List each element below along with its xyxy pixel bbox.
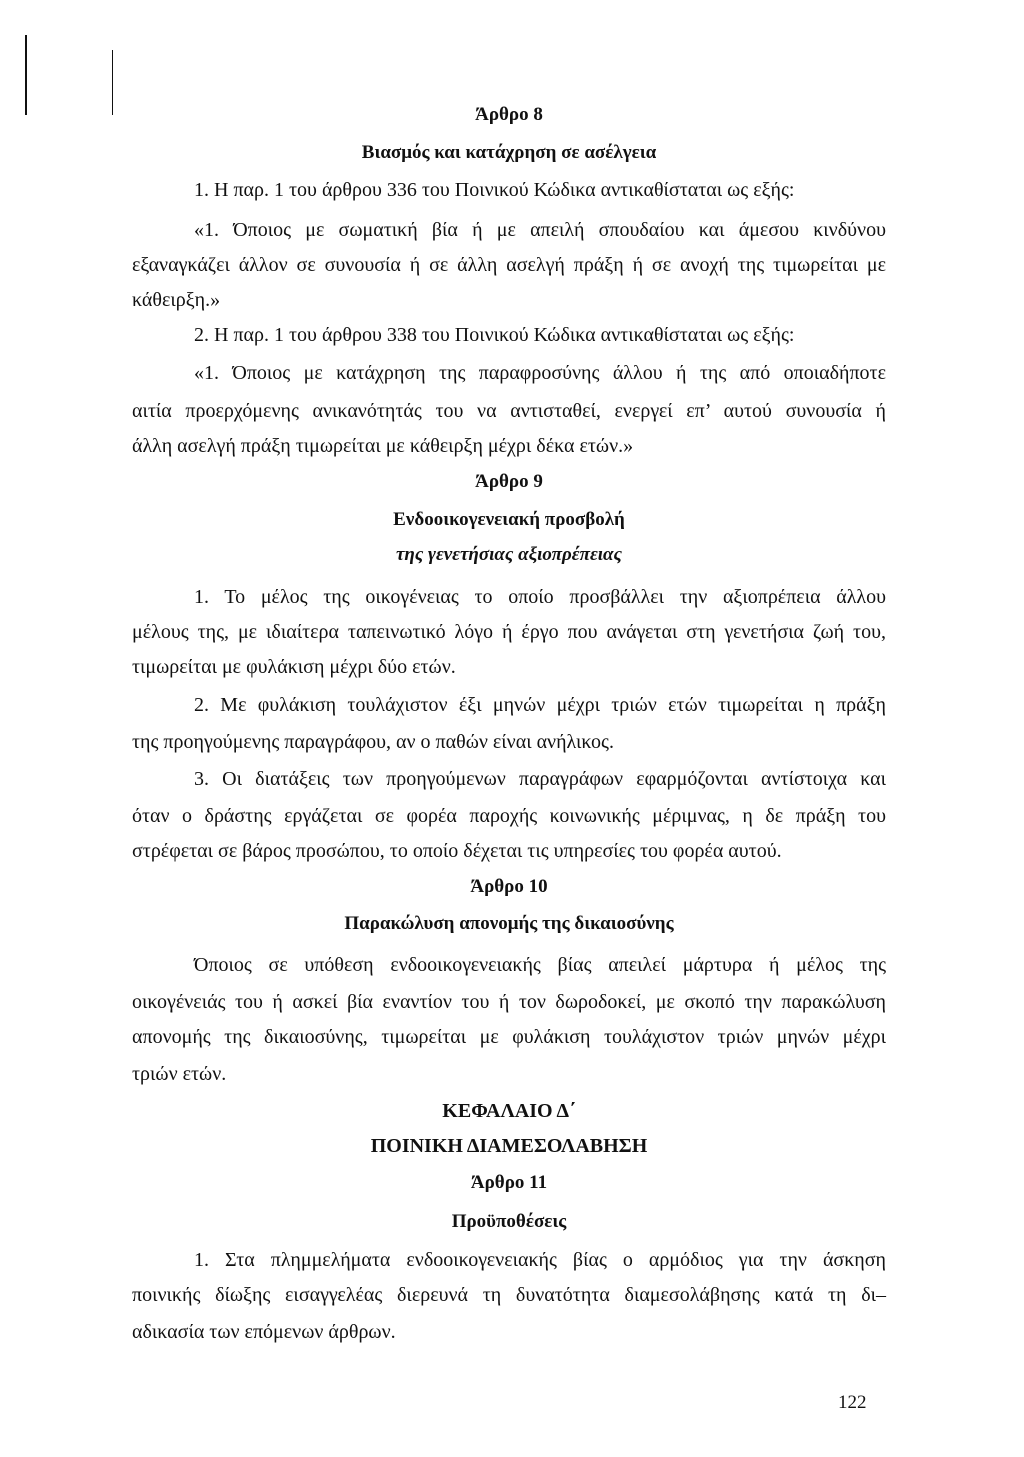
paragraph-line: κάθειρξη.» (132, 289, 221, 311)
scan-edge-mark (25, 35, 27, 115)
paragraph-line: όταν ο δράστης εργάζεται σε φορέα παροχής κοινωνικής μέριμνας, η δε πράξη του (132, 805, 886, 827)
paragraph-line: της προηγούμενης παραγράφου, αν ο παθών είναι ανήλικος. (132, 731, 614, 753)
paragraph-line: 2. Η παρ. 1 του άρθρου 338 του Ποινικού Κώδικα αντικαθίσταται ως εξής: (194, 324, 795, 346)
paragraph-line: άλλη ασελγή πράξη τιμωρείται με κάθειρξη μέχρι δέκα ετών.» (132, 435, 634, 457)
article-11-heading: Άρθρο 11 (470, 1172, 548, 1193)
paragraph-line: Όποιος σε υπόθεση ενδοοικογενειακής βίας απειλεί μάρτυρα ή μέλος της (194, 954, 886, 976)
article-11-title: Προϋποθέσεις (451, 1211, 567, 1232)
article-9-heading: Άρθρο 9 (475, 471, 543, 492)
chapter-label: ΚΕΦΑΛΑΙΟ Δ΄ (442, 1100, 576, 1122)
paragraph-line: «1. Όποιος με σωματική βία ή με απειλή σπουδαίου και άμεσου κινδύνου (194, 219, 886, 241)
paragraph-line: «1. Όποιος με κατάχρηση της παραφροσύνης άλλου ή της από οποιαδήποτε (194, 362, 886, 384)
paragraph-line: αδικασία των επόμενων άρθρων. (132, 1321, 396, 1343)
article-8-title: Βιασμός και κατάχρηση σε ασέλγεια (361, 142, 657, 163)
scan-edge-mark (112, 50, 113, 115)
paragraph-line: 1. Το μέλος της οικογένειας το οποίο προσβάλλει την αξιοπρέπεια άλλου (194, 586, 886, 608)
paragraph-line: αιτία προερχόμενης ανικανότητάς του να αντισταθεί, ενεργεί επ’ αυτού συνουσία ή (132, 400, 886, 422)
paragraph-line: 1. Η παρ. 1 του άρθρου 336 του Ποινικού Κώδικα αντικαθίσταται ως εξής: (194, 179, 795, 201)
paragraph-line: 2. Με φυλάκιση τουλάχιστον έξι μηνών μέχρι τριών ετών τιμωρείται η πράξη (194, 694, 886, 716)
paragraph-line: εξαναγκάζει άλλον σε συνουσία ή σε άλλη ασελγή πράξη ή σε ανοχή της τιμωρείται με (132, 254, 886, 276)
article-8-heading: Άρθρο 8 (475, 104, 543, 125)
paragraph-line: ποινικής δίωξης εισαγγελέας διερευνά τη δυνατότητα διαμεσολάβησης κατά τη δι– (132, 1284, 886, 1306)
paragraph-line: τιμωρείται με φυλάκιση μέχρι δύο ετών. (132, 656, 456, 678)
paragraph-line: απονομής της δικαιοσύνης, τιμωρείται με φυλάκιση τουλάχιστον τριών μηνών μέχρι (132, 1026, 886, 1048)
chapter-title: ΠΟΙΝΙΚΗ ΔΙΑΜΕΣΟΛΑΒΗΣΗ (370, 1135, 648, 1157)
paragraph-line: 1. Στα πλημμελήματα ενδοοικογενειακής βίας ο αρμόδιος για την άσκηση (194, 1249, 886, 1271)
article-9-title: Ενδοοικογενειακή προσβολή (393, 509, 625, 530)
paragraph-line: οικογένειάς του ή ασκεί βία εναντίον του ή τον δωροδοκεί, με σκοπό την παρακώλυση (132, 991, 886, 1013)
article-10-heading: Άρθρο 10 (470, 876, 548, 897)
paragraph-line: τριών ετών. (132, 1063, 227, 1085)
article-9-subtitle: της γενετήσιας αξιοπρέπειας (395, 544, 623, 565)
paragraph-line: στρέφεται σε βάρος προσώπου, το οποίο δέχεται τις υπηρεσίες του φορέα αυτού. (132, 840, 782, 862)
page-number: 122 (838, 1392, 867, 1413)
paragraph-line: 3. Οι διατάξεις των προηγούμενων παραγράφων εφαρμόζονται αντίστοιχα και (194, 768, 886, 790)
paragraph-line: μέλους της, με ιδιαίτερα ταπεινωτικό λόγο ή έργο που ανάγεται στη γενετήσια ζωή του, (132, 621, 886, 643)
article-10-title: Παρακώλυση απονομής της δικαιοσύνης (344, 913, 674, 934)
